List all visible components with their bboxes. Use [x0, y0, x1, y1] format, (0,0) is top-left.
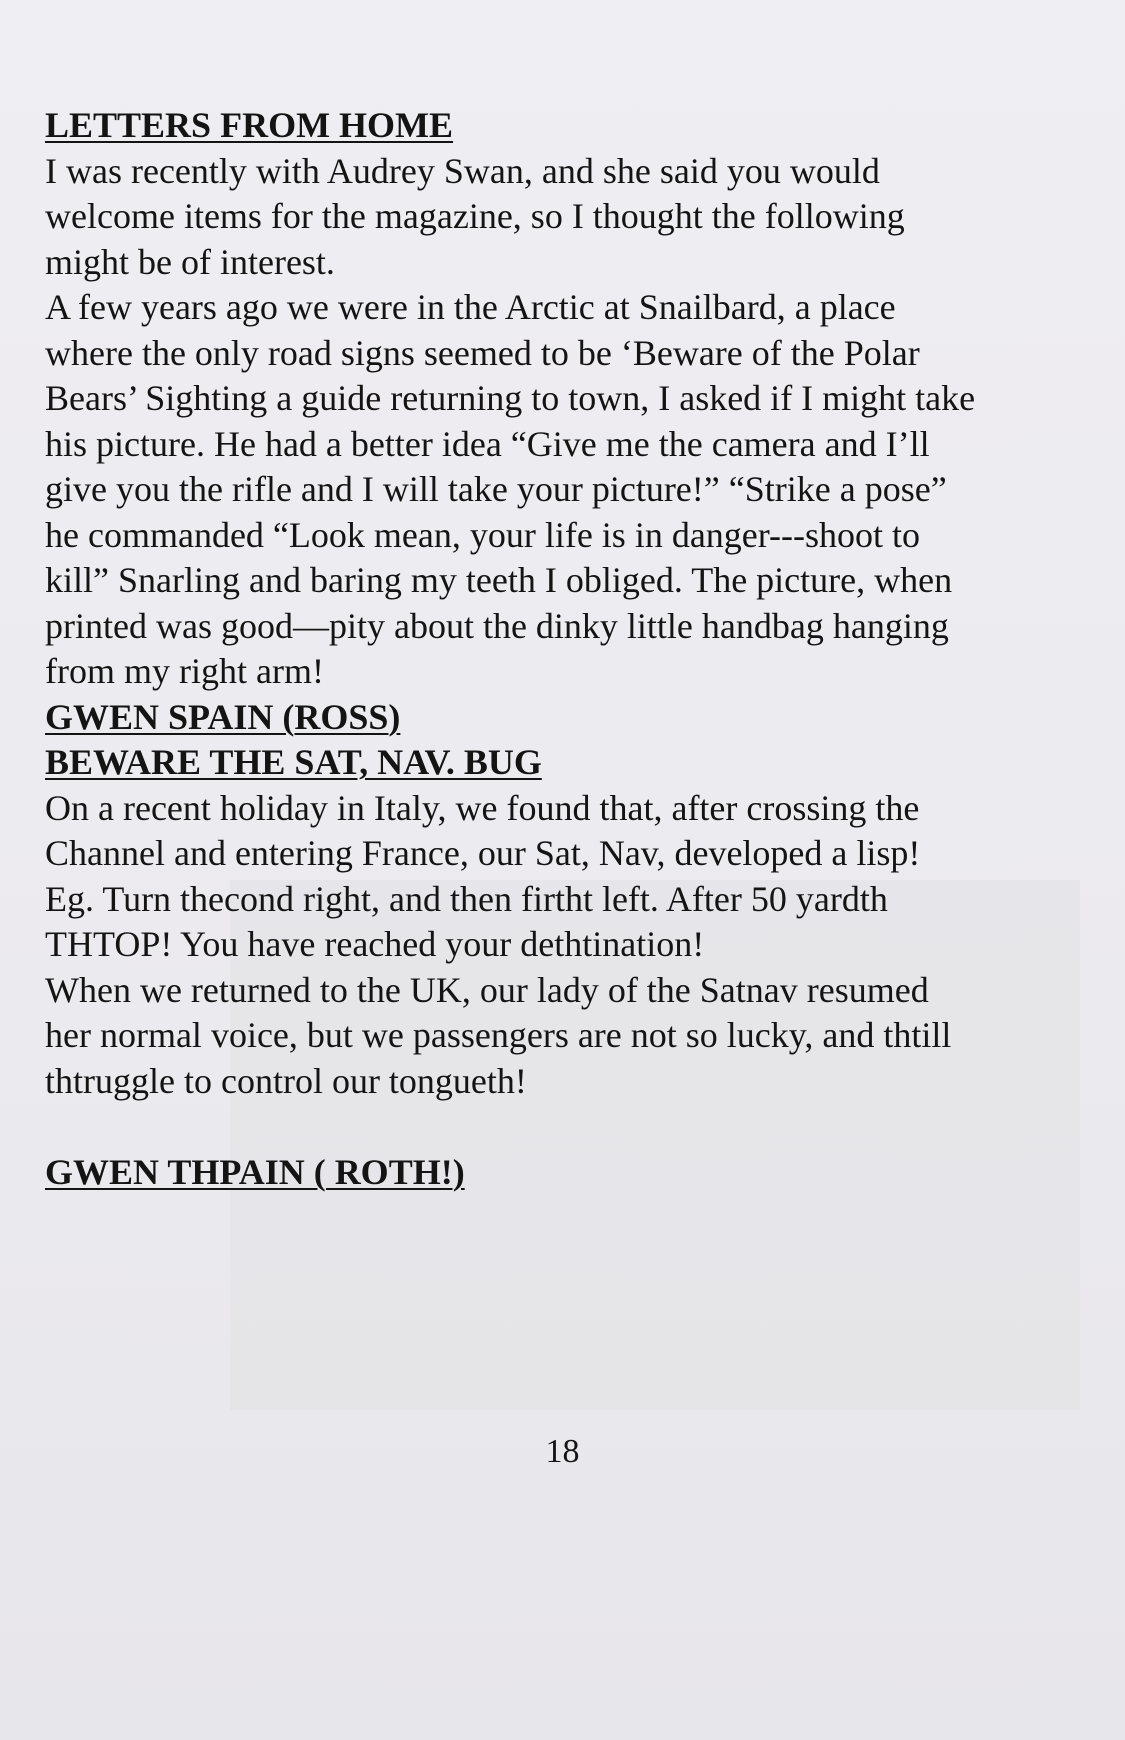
- page-number: 18: [545, 1433, 580, 1470]
- blank-line: [45, 1104, 1095, 1150]
- article-heading-sat-nav-bug: BEWARE THE SAT, NAV. BUG: [45, 742, 542, 782]
- body-line: from my right arm!: [45, 651, 324, 691]
- body-line: his picture. He had a better idea “Give me the camera and I’ll: [45, 423, 930, 464]
- body-line: THTOP! You have reached your dethtination!: [45, 924, 705, 964]
- body-line: might be of interest.: [45, 241, 335, 282]
- body-line: Bears’ Sighting a guide returning to town, I asked if I might take: [45, 378, 976, 418]
- body-line: her normal voice, but we passengers are not so lucky, and thtill: [45, 1015, 952, 1055]
- signature-gwen-spain: GWEN SPAIN (ROSS): [45, 696, 401, 737]
- body-line: Channel and entering France, our Sat, Nav, developed a lisp!: [45, 833, 921, 873]
- body-line: welcome items for the magazine, so I thought the following: [45, 196, 905, 236]
- body-line: printed was good—pity about the dinky little handbag hanging: [45, 605, 949, 646]
- body-line: thtruggle to control our tongueth!: [45, 1060, 527, 1101]
- article-heading-letters-from-home: LETTERS FROM HOME: [45, 105, 454, 145]
- body-line: A few years ago we were in the Arctic at Snailbard, a place: [45, 287, 896, 327]
- body-line: I was recently with Audrey Swan, and she said you would: [45, 150, 880, 191]
- body-line: When we returned to the UK, our lady of the Satnav resumed: [45, 969, 929, 1010]
- body-line: Eg. Turn thecond right, and then firtht left. After 50 yardth: [45, 878, 888, 919]
- signature-gwen-thpain: GWEN THPAIN ( ROTH!): [45, 1151, 465, 1192]
- body-line: he commanded “Look mean, your life is in danger---shoot to: [45, 514, 921, 555]
- body-line: where the only road signs seemed to be ‘Beware of the Polar: [45, 332, 920, 373]
- page-content: [45, 103, 1095, 1195]
- body-line: give you the rifle and I will take your picture!” “Strike a pose”: [45, 469, 947, 509]
- body-line: kill” Snarling and baring my teeth I obliged. The picture, when: [45, 560, 953, 600]
- body-line: On a recent holiday in Italy, we found that, after crossing the: [45, 787, 920, 828]
